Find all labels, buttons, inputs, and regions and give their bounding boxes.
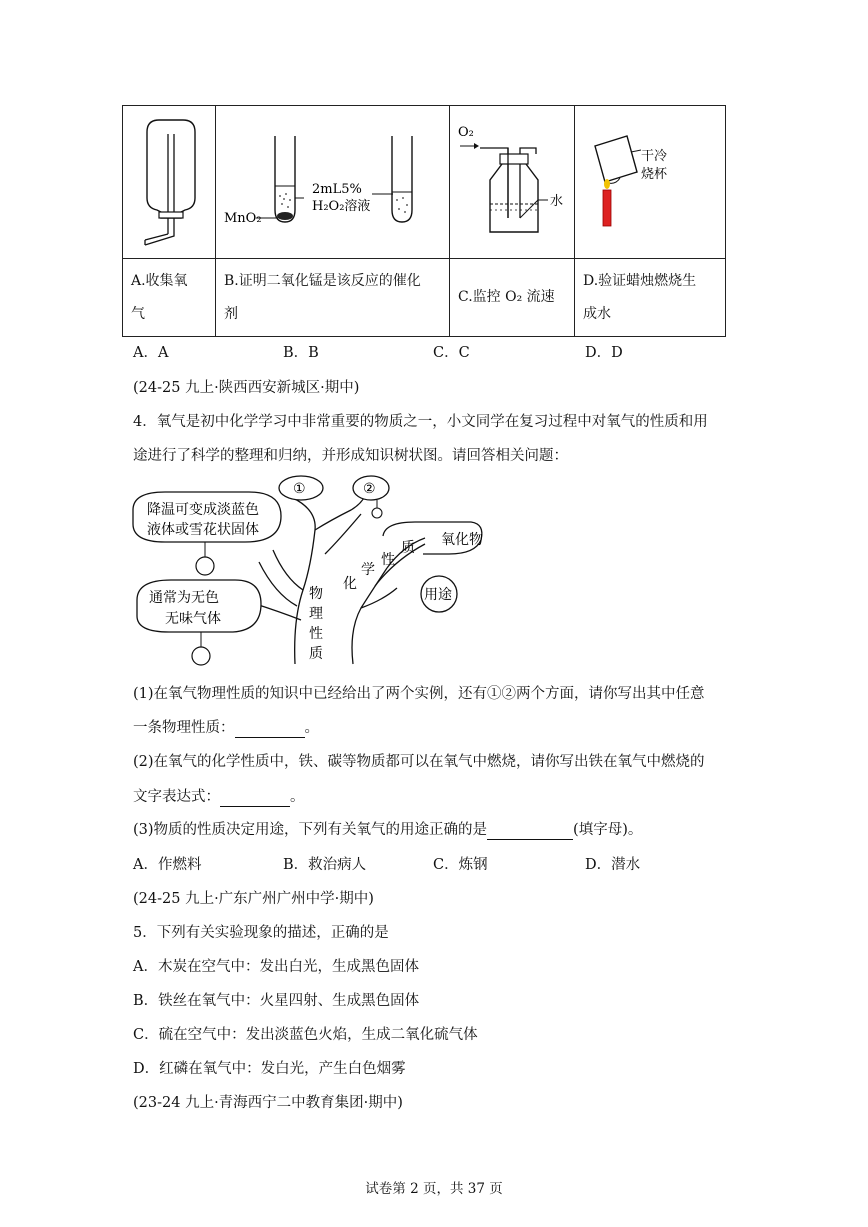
mno2-label: MnO₂	[224, 211, 262, 226]
q4-option-d[interactable]: D．潜水	[585, 857, 641, 873]
tree-chemical-3: 性	[381, 552, 395, 568]
q5-option-d[interactable]: D．红磷在氧气中：发白光，产生白色烟雾	[133, 1061, 406, 1077]
caption-d: D.验证蜡烛燃烧生 成水	[575, 259, 726, 337]
q3-option-c[interactable]: C．C	[433, 345, 470, 361]
cell-b-figure	[216, 106, 450, 259]
q3-option-b[interactable]: B．B	[283, 345, 319, 361]
cell-a-figure	[123, 106, 216, 259]
tree-leaf1-line2: 液体或雪花状固体	[147, 522, 259, 538]
cell-c-figure	[450, 106, 575, 259]
tree-circle1: ①	[293, 481, 306, 497]
cell-d-figure	[575, 106, 726, 259]
gas-collection-bottle-figure	[123, 106, 215, 254]
tree-physical-2: 理	[309, 606, 323, 622]
q4-sub1-line2: 一条物理性质： 。	[133, 720, 319, 736]
tree-leaf2-line1: 通常为无色	[149, 590, 219, 606]
q5-option-a[interactable]: A．木炭在空气中：发出白光，生成黑色固体	[133, 959, 419, 975]
q5-option-c[interactable]: C．硫在空气中：发出淡蓝色火焰，生成二氧化硫气体	[133, 1027, 478, 1043]
tree-physical-4: 质	[309, 646, 323, 662]
q5-stem: 5．下列有关实验现象的描述，正确的是	[133, 925, 389, 941]
q4-source: (24-25 九上·陕西西安新城区·期中)	[133, 380, 360, 396]
oxygen-knowledge-tree	[125, 470, 495, 666]
beaker-label-line2: 烧杯	[641, 167, 668, 182]
o2-inlet-label: O₂	[458, 125, 474, 140]
candle-beaker-figure	[575, 106, 725, 254]
q5-source: (24-25 九上·广东广州广州中学·期中)	[133, 891, 374, 907]
q6-source: (23-24 九上·青海西宁二中教育集团·期中)	[133, 1095, 403, 1111]
tree-physical-1: 物	[309, 586, 323, 602]
answer-blank-2[interactable]	[220, 791, 290, 807]
tree-circle2: ②	[363, 481, 376, 497]
tree-leaf2-line2: 无味气体	[165, 611, 221, 627]
gas-washing-bottle-figure	[450, 106, 574, 254]
q4-sub2-line1: (2)在氧气的化学性质中，铁、碳等物质都可以在氧气中燃烧，请你写出铁在氧气中燃烧的	[133, 754, 705, 770]
caption-b: B.证明二氧化锰是该反应的催化 剂	[216, 259, 450, 337]
tree-leaf1-line1: 降温可变成淡蓝色	[147, 502, 259, 518]
catalyst-test-tubes-figure	[216, 106, 449, 254]
q4-stem-line1: 4．氧气是初中化学学习中非常重要的物质之一，小文同学在复习过程中对氧气的性质和用	[133, 414, 708, 430]
caption-a: A.收集氧 气	[123, 259, 216, 337]
q4-option-b[interactable]: B．救治病人	[283, 857, 367, 873]
q4-stem-line2: 途进行了科学的整理和归纳，并形成知识树状图。请回答相关问题：	[133, 448, 568, 464]
water-label: 水	[550, 194, 564, 209]
q3-option-a[interactable]: A．A	[133, 345, 169, 361]
tree-use: 用途	[424, 587, 452, 603]
page-footer: 试卷第 2 页，共 37 页	[365, 1181, 503, 1197]
answer-blank-3[interactable]	[487, 824, 573, 840]
answer-blank-1[interactable]	[235, 722, 305, 738]
q4-sub2-line2: 文字表达式： 。	[133, 789, 305, 805]
q5-option-b[interactable]: B．铁丝在氧气中：火星四射、生成黑色固体	[133, 993, 420, 1009]
tree-physical-3: 性	[309, 626, 323, 642]
q4-option-c[interactable]: C．炼钢	[433, 857, 488, 873]
q4-option-a[interactable]: A．作燃料	[133, 857, 202, 873]
q3-option-d[interactable]: D．D	[585, 345, 623, 361]
tree-oxide: 氧化物	[441, 532, 483, 548]
tree-chemical-4: 质	[401, 540, 415, 556]
experiment-table	[122, 105, 726, 337]
tree-chemical-1: 化	[343, 576, 357, 592]
q4-sub1-line1: (1)在氧气物理性质的知识中已经给出了两个实例，还有①②两个方面，请你写出其中任意	[133, 686, 705, 702]
h2o2-amount-label: 2mL5%	[312, 182, 362, 197]
h2o2-solution-label: H₂O₂溶液	[312, 199, 371, 214]
caption-c: C.监控 O₂ 流速	[450, 259, 575, 337]
beaker-label-line1: 干冷	[641, 149, 668, 164]
q4-sub3: (3)物质的性质决定用途，下列有关氧气的用途正确的是 (填字母)。	[133, 822, 643, 838]
tree-chemical-2: 学	[361, 562, 375, 578]
